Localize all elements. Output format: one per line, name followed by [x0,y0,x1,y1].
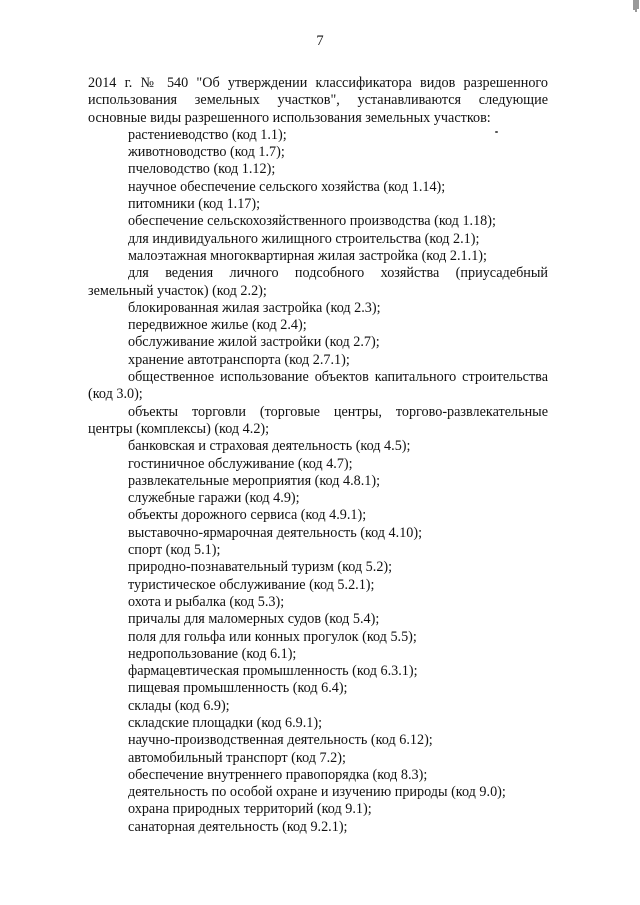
list-item: обслуживание жилой застройки (код 2.7); [128,334,380,351]
list-item: для ведения личного подсобного хозяйства (приусадебный земельный участок) (код 2.2); [88,265,548,299]
intro-paragraph: 2014 г. № 540 "Об утверждении классификатора видов разрешенного использования земельных участков", устанавливаются следующие основные виды разрешенного использования земельных участков: [88,75,548,126]
land-use-list [88,127,548,836]
list-item: питомники (код 1.17); [128,196,261,213]
list-item: передвижное жилье (код 2.4); [128,317,307,334]
list-item: животноводство (код 1.7); [128,144,285,161]
list-item: объекты дорожного сервиса (код 4.9.1); [128,507,367,524]
list-item: общественное использование объектов капитального строительства (код 3.0); [88,369,548,403]
list-item: пищевая промышленность (код 6.4); [128,680,348,697]
list-item: охрана природных территорий (код 9.1); [128,801,372,818]
list-item: фармацевтическая промышленность (код 6.3.1); [128,663,418,680]
corner-scan-mark-icon [632,0,640,14]
list-item: пчеловодство (код 1.12); [128,161,276,178]
list-item: хранение автотранспорта (код 2.7.1); [128,351,350,368]
list-item: банковская и страховая деятельность (код 4.5); [128,438,411,455]
page-number: 7 [316,33,324,49]
list-item: причалы для маломерных судов (код 5.4); [128,611,380,628]
list-item: недропользование (код 6.1); [128,645,297,662]
list-item: гостиничное обслуживание (код 4.7); [128,455,353,472]
list-item: склады (код 6.9); [128,697,230,714]
list-item: охота и рыбалка (код 5.3); [128,593,285,610]
list-item: научно-производственная деятельность (код 6.12); [128,732,433,749]
list-item: поля для гольфа или конных прогулок (код 5.5); [128,628,417,645]
list-item: спорт (код 5.1); [128,542,221,559]
list-item: служебные гаражи (код 4.9); [128,490,300,507]
list-item: блокированная жилая застройка (код 2.3); [128,299,381,316]
list-item: научное обеспечение сельского хозяйства (код 1.14); [128,178,446,195]
list-item: объекты торговли (торговые центры, торгово-развлекательные центры (комплексы) (код 4.2); [88,403,548,437]
list-item: деятельность по особой охране и изучению природы (код 9.0); [128,784,506,801]
list-item: санаторная деятельность (код 9.2.1); [128,818,348,835]
list-item: природно-познавательный туризм (код 5.2); [128,559,393,576]
list-item: обеспечение внутреннего правопорядка (код 8.3); [128,766,428,783]
document-body [88,75,548,836]
list-item: складские площадки (код 6.9.1); [128,714,323,731]
list-item: туристическое обслуживание (код 5.2.1); [128,576,375,593]
list-item: выставочно-ярмарочная деятельность (код 4.10); [128,524,423,541]
list-item: растениеводство (код 1.1); [128,126,287,143]
list-item: обеспечение сельскохозяйственного производства (код 1.18); [128,213,496,230]
list-item: малоэтажная многоквартирная жилая застройка (код 2.1.1); [128,247,487,264]
list-item: для индивидуального жилищного строительства (код 2.1); [128,230,480,247]
list-item: развлекательные мероприятия (код 4.8.1); [128,472,381,489]
list-item: автомобильный транспорт (код 7.2); [128,749,346,766]
